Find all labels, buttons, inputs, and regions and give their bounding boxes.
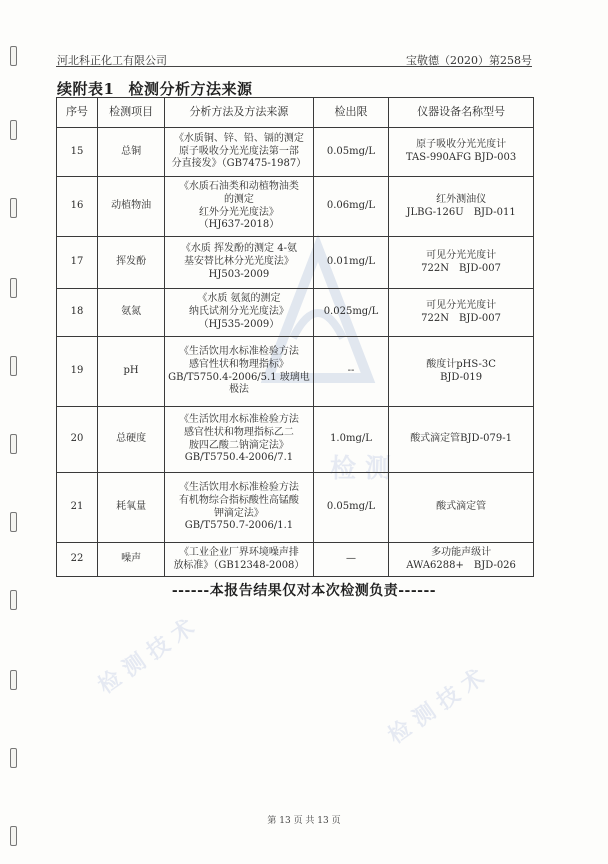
binding-hole xyxy=(10,748,17,768)
column-header-item: 检测项目 xyxy=(98,98,165,128)
method-line: 的测定 xyxy=(223,193,254,205)
cell-method xyxy=(165,128,314,177)
cell-limit: -- xyxy=(313,337,388,407)
cell-item: 噪声 xyxy=(98,543,165,577)
cell-limit: 0.05mg/L xyxy=(313,473,388,543)
cell-seq: 18 xyxy=(57,289,98,337)
table-row xyxy=(57,473,534,543)
method-line: 《水质石油类和动植物油类 xyxy=(178,180,299,192)
cell-instrument xyxy=(389,337,534,407)
column-header-instrument: 仪器设备名称型号 xyxy=(389,98,534,128)
table-row xyxy=(57,177,534,237)
cell-seq: 19 xyxy=(57,337,98,407)
method-line: 原子吸收分光光度法第一部 xyxy=(178,145,299,157)
cell-instrument xyxy=(389,473,534,543)
method-line: （HJ637-2018） xyxy=(198,219,280,231)
report-number: 宝敬德（2020）第258号 xyxy=(406,54,532,67)
table-row xyxy=(57,407,534,473)
cell-item: 动植物油 xyxy=(98,177,165,237)
method-line: 极法 xyxy=(228,384,249,396)
binding-hole xyxy=(10,278,17,298)
cell-item: 总硬度 xyxy=(98,407,165,473)
cell-instrument xyxy=(389,237,534,289)
cell-limit: 0.06mg/L xyxy=(313,177,388,237)
method-line: 《工业企业厂界环境噪声排 xyxy=(178,546,299,558)
cell-instrument xyxy=(389,177,534,237)
method-line: （HJ535-2009） xyxy=(198,318,280,330)
cell-item: 挥发酚 xyxy=(98,237,165,289)
method-line: 感官性状和物理指标》 xyxy=(188,358,289,370)
method-line: 《生活饮用水标准检验方法 xyxy=(178,413,299,425)
methods-table xyxy=(56,97,534,577)
method-line: 胺四乙酸二钠滴定法》 xyxy=(188,439,289,451)
instrument-line: 可见分光光度计 xyxy=(426,299,497,311)
cell-method xyxy=(165,407,314,473)
table-row xyxy=(57,337,534,407)
method-line: 红外分光光度法》 xyxy=(198,206,279,218)
method-line: 《生活饮用水标准检验方法 xyxy=(178,345,299,357)
table-title-name: 检测分析方法来源 xyxy=(128,80,253,98)
binding-hole xyxy=(10,120,17,140)
table-header-row xyxy=(57,98,534,128)
cell-instrument xyxy=(389,289,534,337)
binding-hole xyxy=(10,670,17,690)
table-row xyxy=(57,543,534,577)
instrument-line: JLBG-126U BJD-011 xyxy=(406,206,516,218)
instrument-line: 多功能声级计 xyxy=(431,546,492,558)
method-line: GB/T5750.7-2006/1.1 xyxy=(184,520,294,532)
cell-item: 氨氮 xyxy=(98,289,165,337)
binding-hole xyxy=(10,434,17,454)
method-line: GB/T5750.4-2006/5.1 玻璃电 xyxy=(168,371,310,383)
cell-item: 总铜 xyxy=(98,128,165,177)
cell-limit: 1.0mg/L xyxy=(313,407,388,473)
method-line: 钾滴定法》 xyxy=(213,507,264,519)
binding-hole xyxy=(10,512,17,532)
cell-method xyxy=(165,473,314,543)
header-divider xyxy=(56,66,532,67)
cell-instrument xyxy=(389,407,534,473)
method-line: HJ503-2009 xyxy=(208,268,270,280)
cell-method xyxy=(165,543,314,577)
instrument-line: 原子吸收分光光度计 xyxy=(416,139,507,151)
instrument-line: AWA6288+ BJD-026 xyxy=(406,559,516,571)
cell-instrument xyxy=(389,128,534,177)
cell-limit: 0.025mg/L xyxy=(313,289,388,337)
cell-seq: 20 xyxy=(57,407,98,473)
instrument-line: TAS-990AFG BJD-003 xyxy=(405,152,517,163)
cell-instrument xyxy=(389,543,534,577)
binding-hole xyxy=(10,198,17,218)
cell-method xyxy=(165,237,314,289)
page-number: 第 13 页 共 13 页 xyxy=(267,816,341,826)
report-disclaimer: ------本报告结果仅对本次检测负责------ xyxy=(171,583,437,599)
watermark-text: 检 测 技 术 xyxy=(384,665,490,750)
cell-seq: 22 xyxy=(57,543,98,577)
instrument-line: 酸度计pHS-3C xyxy=(426,358,496,370)
instrument-line: 红外测油仪 xyxy=(436,193,487,205)
cell-method xyxy=(165,289,314,337)
cell-method xyxy=(165,337,314,407)
watermark-text: 检 测 技 术 xyxy=(94,615,200,700)
cell-seq: 15 xyxy=(57,128,98,177)
table-row xyxy=(57,289,534,337)
column-header-seq: 序号 xyxy=(57,98,98,128)
instrument-line: 可见分光光度计 xyxy=(426,249,497,261)
cell-seq: 21 xyxy=(57,473,98,543)
method-line: 《生活饮用水标准检验方法 xyxy=(178,481,299,493)
cell-seq: 16 xyxy=(57,177,98,237)
company-name: 河北科正化工有限公司 xyxy=(57,54,167,67)
method-line: 基安替比林分光光度法》 xyxy=(183,256,294,268)
instrument-line: BJD-019 xyxy=(440,371,483,383)
instrument-line: 722N BJD-007 xyxy=(421,262,502,274)
column-header-limit: 检出限 xyxy=(313,98,388,128)
binding-hole xyxy=(10,356,17,376)
method-line: 感官性状和物理指标乙二 xyxy=(183,426,294,438)
column-header-method: 分析方法及方法来源 xyxy=(165,98,314,128)
cell-seq: 17 xyxy=(57,237,98,289)
table-row xyxy=(57,237,534,289)
binding-hole xyxy=(10,826,17,846)
watermark-text: 检 测 xyxy=(330,454,392,484)
method-line: 《水质铜、锌、铅、镉的测定 xyxy=(173,132,304,144)
method-line: GB/T5750.4-2006/7.1 xyxy=(184,452,294,464)
method-line: 《水质 挥发酚的测定 4-氨 xyxy=(180,243,297,255)
table-row xyxy=(57,128,534,177)
table-title xyxy=(57,78,252,99)
cell-limit: 0.05mg/L xyxy=(313,128,388,177)
table-title-prefix: 续附表1 xyxy=(57,80,115,98)
cell-method xyxy=(165,177,314,237)
instrument-line: 酸式滴定管 xyxy=(436,501,487,513)
instrument-line: 酸式滴定管BJD-079-1 xyxy=(410,433,512,445)
method-line: 有机物综合指标酸性高锰酸 xyxy=(178,494,299,506)
method-line: 放标准》（GB12348-2008） xyxy=(173,559,305,571)
cell-limit: 0.01mg/L xyxy=(313,237,388,289)
binding-hole xyxy=(10,46,17,66)
cell-limit: — xyxy=(313,543,388,577)
method-line: 纳氏试剂分光光度法》 xyxy=(188,306,289,318)
instrument-line: 722N BJD-007 xyxy=(421,312,502,324)
cell-item: 耗氧量 xyxy=(98,473,165,543)
method-line: 分直接发》（GB7475-1987） xyxy=(171,158,307,170)
method-line: 《水质 氨氮的测定 xyxy=(197,293,281,305)
cell-item: pH xyxy=(98,337,165,407)
